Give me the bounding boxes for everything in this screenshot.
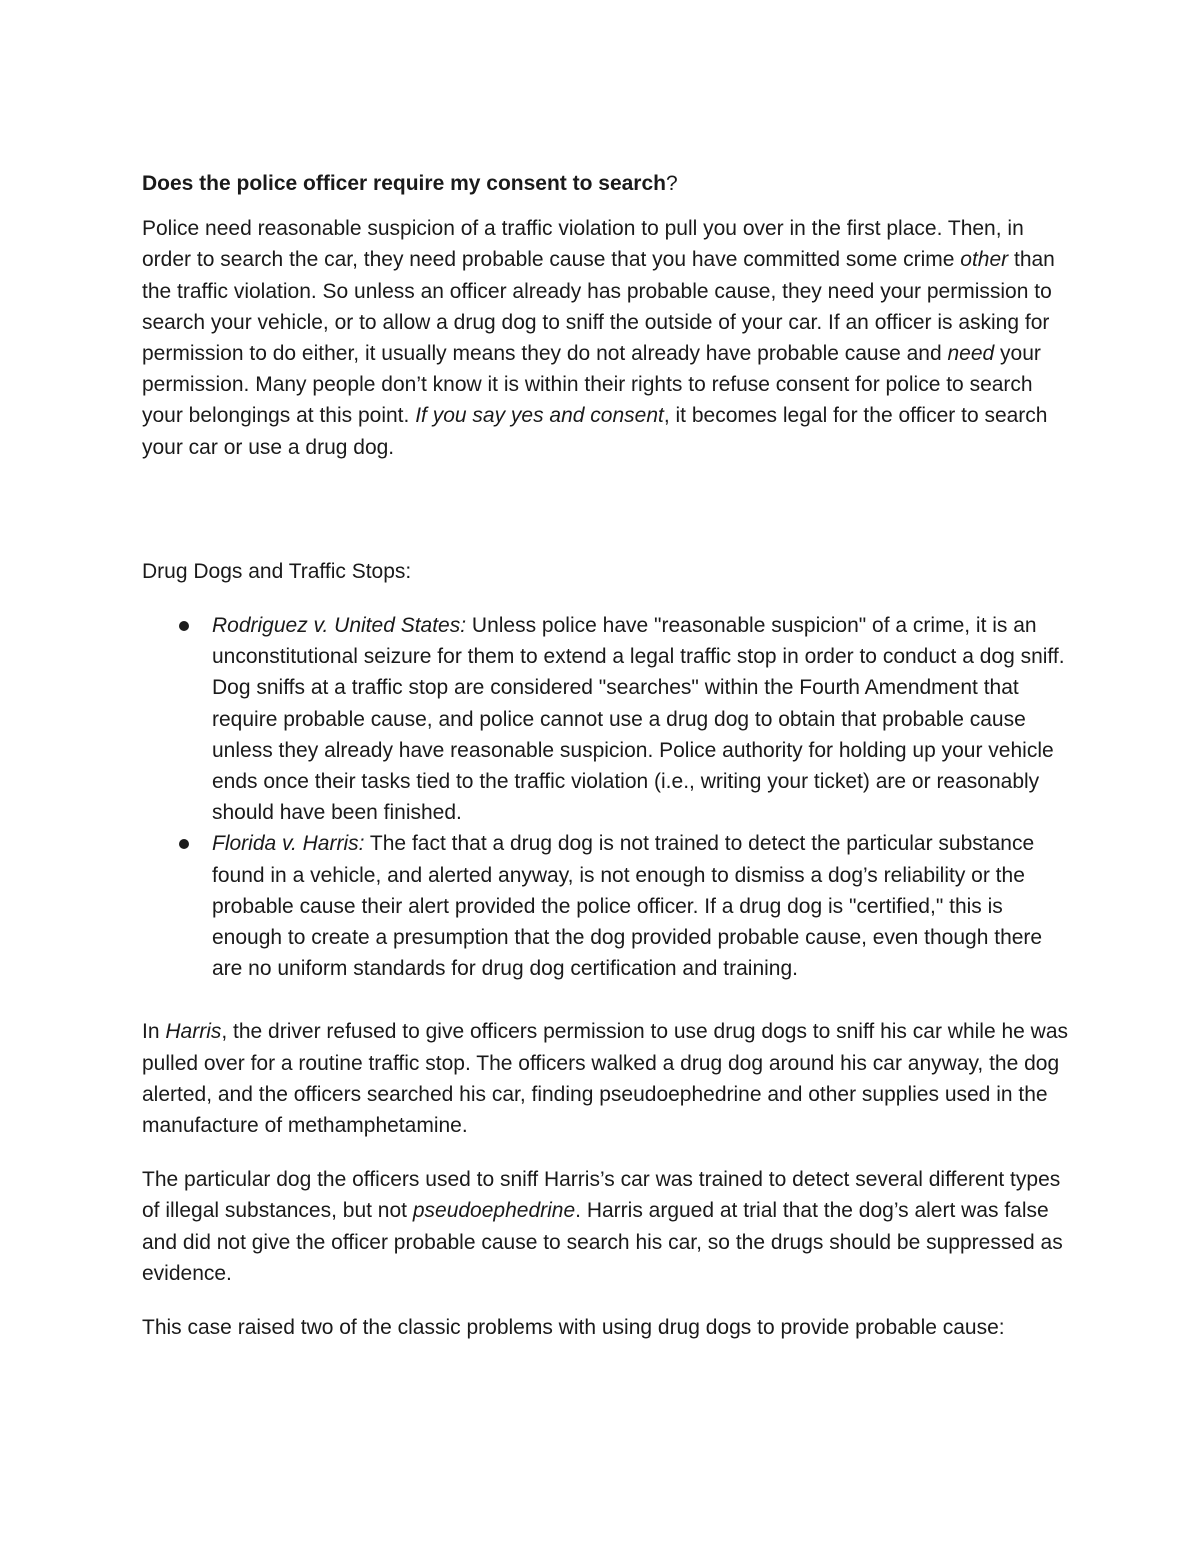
- bullet-icon: [179, 839, 189, 849]
- consent-italic-2: need: [947, 342, 995, 366]
- harris-text-2: , the driver refused to give officers permission to use drug dogs to sniff his car while he was pulled over for a routine traffic stop. The officers walked a drug dog around his car anyway, the dog alerted, and the officers searched his car, finding pseudoephedrine and other supplies used in the manufacture of methamphetamine.: [142, 1020, 1069, 1138]
- question-heading-bold: Does the police officer require my consent to search: [142, 172, 666, 195]
- case-text: Unless police have "reasonable suspicion" of a crime, it is an unconstitutional seizure for them to extend a legal traffic stop in order to conduct a dog sniff. Dog sniffs at a traffic stop are considered "searches" within the Fourth Amendment that require probable cause, and police cannot use a drug dog to obtain that probable cause unless they already have reasonable suspicion. Police authority for holding up your vehicle ends once their tasks tied to the traffic violation (i.e., writing your ticket) are or reasonably should have been finished.: [212, 614, 1065, 825]
- dog-text-2: . Harris argued at trial that the dog’s alert was false and did not give the officer probable cause to search his car, so the drugs should be suppressed as evidence.: [142, 1199, 1063, 1285]
- harris-paragraph: [142, 1016, 1072, 1141]
- case-text: The fact that a drug dog is not trained to detect the particular substance found in a vehicle, and alerted anyway, is not enough to dismiss a dog’s reliability or the probable cause their alert provided the police officer. If a drug dog is "certified," this is enough to create a presumption that the dog provided probable cause, even though there are no uniform standards for drug dog certification and training.: [212, 832, 1043, 981]
- consent-italic-3: If you say yes and consent: [415, 404, 664, 428]
- consent-text-4: , it becomes legal for the officer to search your car or use a drug dog.: [142, 404, 1048, 459]
- section-title: Drug Dogs and Traffic Stops:: [142, 559, 412, 583]
- dog-text-1: The particular dog the officers used to sniff Harris’s car was trained to detect several different types of illegal substances, but not: [142, 1168, 1061, 1223]
- dog-paragraph: [142, 1164, 1072, 1289]
- harris-text-1: In: [142, 1020, 166, 1044]
- question-heading-mark: ?: [666, 172, 678, 195]
- consent-text-3: your permission. Many people don’t know it is within their rights to refuse consent for police to search your belongings at this point.: [142, 342, 1041, 428]
- closing-paragraph: This case raised two of the classic problems with using drug dogs to provide probable cause:: [142, 1316, 1005, 1340]
- consent-paragraph: [142, 213, 1072, 463]
- bullet-icon: [179, 621, 189, 631]
- dog-italic-1: pseudoephedrine: [412, 1199, 576, 1223]
- case-item-rodriguez: [142, 610, 1072, 828]
- consent-italic-1: other: [960, 248, 1009, 272]
- harris-italic-1: Harris: [165, 1020, 222, 1044]
- consent-text-1: Police need reasonable suspicion of a traffic violation to pull you over in the first place. Then, in order to search the car, they need probable cause that you have committed some crime: [142, 217, 1024, 272]
- case-list: [142, 610, 1072, 984]
- document-page: [142, 168, 1072, 1366]
- question-heading: [142, 168, 1072, 199]
- case-item-harris: [142, 828, 1072, 984]
- consent-text-2: than the traffic violation. So unless an officer already has probable cause, they need your permission to search your vehicle, or to allow a drug dog to sniff the outside of your car. If an officer is asking for permission to do either, it usually means they do not already have probable cause and: [142, 248, 1055, 366]
- case-name: Florida v. Harris:: [212, 832, 365, 856]
- case-name: Rodriguez v. United States:: [212, 614, 467, 638]
